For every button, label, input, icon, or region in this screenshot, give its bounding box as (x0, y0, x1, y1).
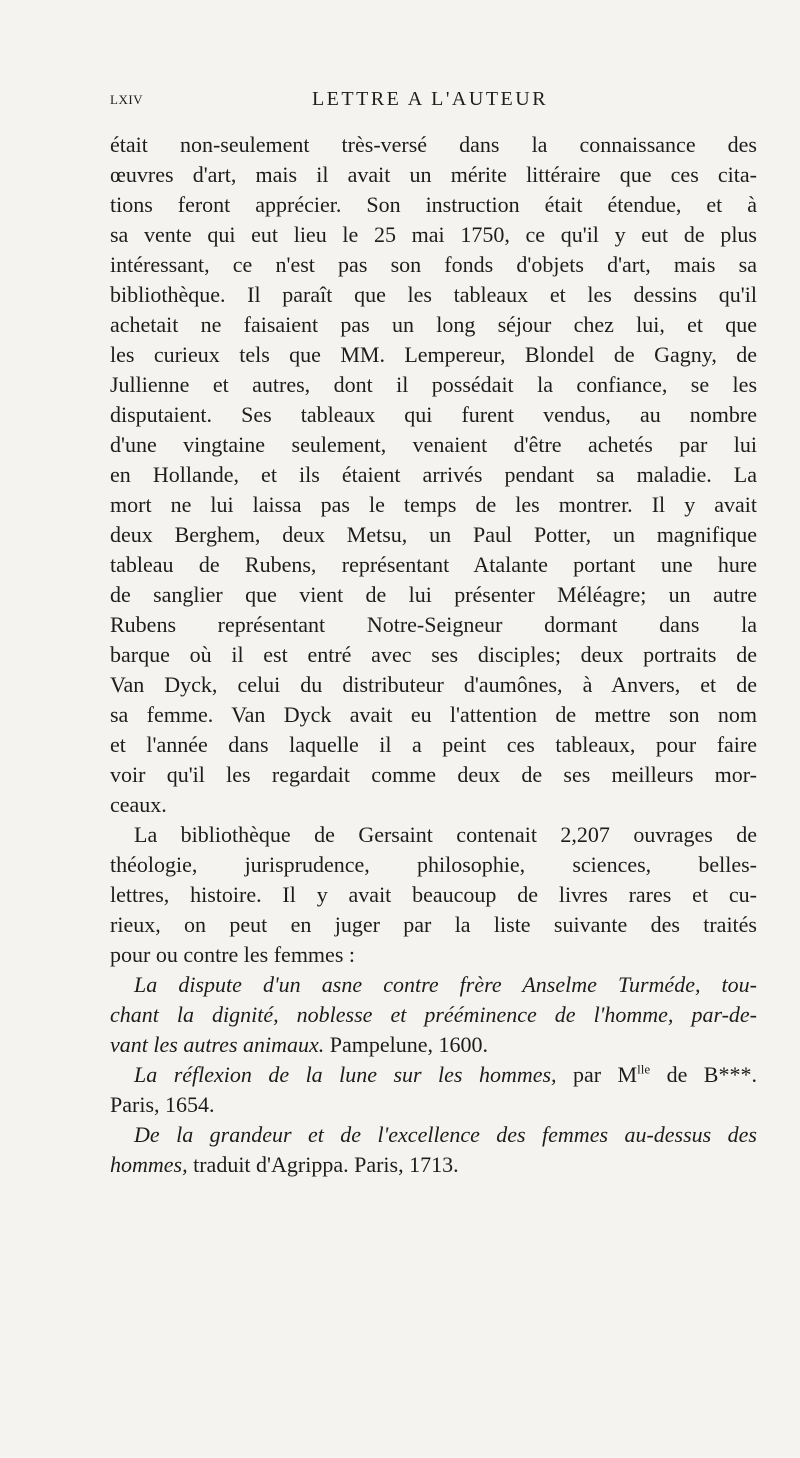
text-line: en Hollande, et ils étaient arrivés pendant sa maladie. La (110, 462, 757, 487)
entry-line (110, 1000, 757, 1030)
body-text (110, 130, 757, 1180)
text-line: œuvres d'art, mais il avait un mérite littéraire que ces cita- (110, 162, 757, 187)
text-line: était non-seulement très-versé dans la connaissance des (110, 132, 757, 157)
text-line: Jullienne et autres, dont il possédait la confiance, se les (110, 372, 757, 397)
text-line: sa vente qui eut lieu le 25 mai 1750, ce qu'il y eut de plus (110, 222, 757, 247)
entry-text: par M (556, 1062, 638, 1087)
entry-text: traduit d'Agrippa. Paris, 1713. (187, 1152, 459, 1177)
text-line: de sanglier que vient de lui présenter Méléagre; un autre (110, 582, 757, 607)
text-line: lettres, histoire. Il y avait beaucoup de livres rares et cu- (110, 882, 757, 907)
entry-line (110, 1090, 757, 1120)
italic-title: vant les autres animaux. (110, 1032, 325, 1057)
text-line: bibliothèque. Il paraît que les tableaux et les dessins qu'il (110, 282, 757, 307)
italic-title: De la grandeur et de l'excellence des femmes au-dessus des (134, 1122, 757, 1147)
text-line: tions feront apprécier. Son instruction était étendue, et à (110, 192, 757, 217)
italic-title: La dispute d'un asne contre frère Anselme Turméde, tou- (134, 972, 757, 997)
italic-title: chant la dignité, noblesse et prééminence de l'homme, par-de- (110, 1002, 757, 1027)
text-line: tableau de Rubens, représentant Atalante portant une hure (110, 552, 757, 577)
text-line: Rubens représentant Notre-Seigneur dormant dans la (110, 612, 757, 637)
text-line: mort ne lui laissa pas le temps de les montrer. Il y avait (110, 492, 757, 517)
text-line: rieux, on peut en juger par la liste suivante des traités (110, 912, 757, 937)
text-line: disputaient. Ses tableaux qui furent vendus, au nombre (110, 402, 757, 427)
entry-line (110, 1120, 757, 1150)
entry-line (110, 1060, 757, 1090)
bibliography-entry (110, 1120, 757, 1180)
text-line: intéressant, ce n'est pas son fonds d'objets d'art, mais sa (110, 252, 757, 277)
entry-line (110, 970, 757, 1000)
page-header (110, 88, 750, 118)
text-line: ceaux. (110, 792, 167, 817)
entry-line (110, 1030, 757, 1060)
entry-line (110, 1150, 757, 1180)
italic-title: hommes, (110, 1152, 188, 1177)
text-line: d'une vingtaine seulement, venaient d'être achetés par lui (110, 432, 757, 457)
text-line: La bibliothèque de Gersaint contenait 2,207 ouvrages de (134, 822, 757, 847)
text-line: sa femme. Van Dyck avait eu l'attention de mettre son nom (110, 702, 757, 727)
text-line: théologie, jurisprudence, philosophie, sciences, belles- (110, 852, 757, 877)
entry-text: Pampelune, 1600. (324, 1032, 489, 1057)
text-line: Van Dyck, celui du distributeur d'aumônes, à Anvers, et de (110, 672, 757, 697)
text-line: barque où il est entré avec ses disciples; deux portraits de (110, 642, 757, 667)
bibliography-entry (110, 970, 757, 1060)
entry-text: de B***. (650, 1062, 757, 1087)
text-line: les curieux tels que MM. Lempereur, Blondel de Gagny, de (110, 342, 757, 367)
text-line: voir qu'il les regardait comme deux de ses meilleurs mor- (110, 762, 757, 787)
entry-text: lle (637, 1061, 651, 1077)
entry-text: Paris, 1654. (110, 1092, 215, 1117)
text-line: achetait ne faisaient pas un long séjour chez lui, et que (110, 312, 757, 337)
text-line: pour ou contre les femmes : (110, 942, 355, 967)
running-title: LETTRE A L'AUTEUR (311, 88, 549, 110)
italic-title: La réflexion de la lune sur les hommes, (134, 1062, 557, 1087)
page-number: LXIV (110, 92, 144, 107)
text-line: et l'année dans laquelle il a peint ces tableaux, pour faire (110, 732, 757, 757)
bibliography-entry (110, 1060, 757, 1120)
text-line: deux Berghem, deux Metsu, un Paul Potter, un magnifique (110, 522, 757, 547)
